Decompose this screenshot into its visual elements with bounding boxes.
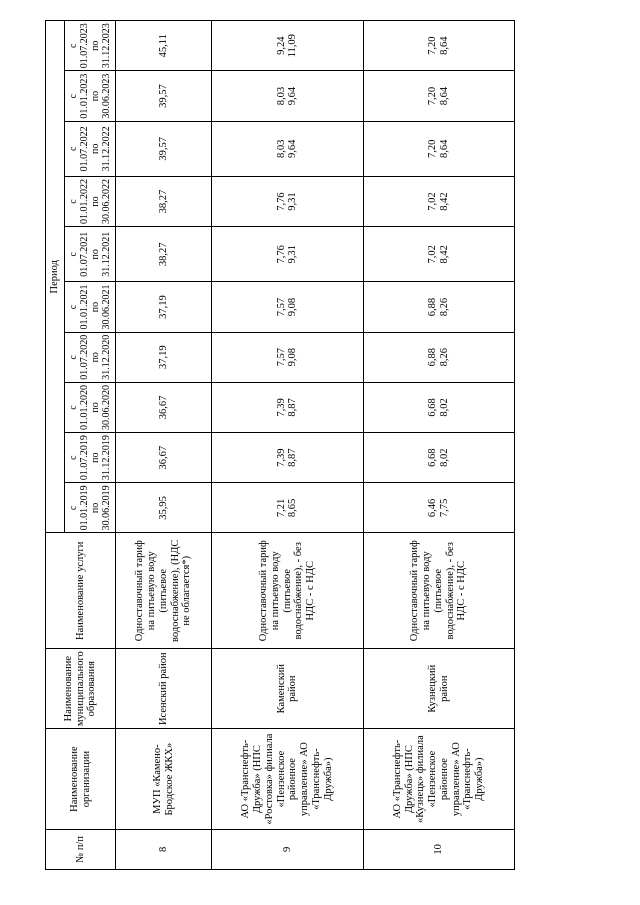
tariff-value: 36,67 — [157, 395, 169, 420]
tariff-value: 8,87 — [287, 398, 299, 417]
tariff-value-cell — [212, 483, 363, 533]
tariff-value-cell — [116, 21, 212, 71]
tariff-value: 39,57 — [157, 84, 169, 108]
header-municip: Наименование муниципального образования — [46, 649, 116, 729]
period-header-6 — [65, 227, 116, 282]
period-date-line: по 30.06.2022 — [90, 179, 113, 225]
tariff-value: 8,02 — [438, 398, 450, 417]
tariff-value: 37,19 — [157, 345, 169, 370]
period-header-8 — [65, 121, 116, 176]
tariff-value: 8,65 — [287, 498, 299, 518]
tariff-value: 6,88 — [427, 297, 439, 317]
period-date-line: с 01.01.2019 — [67, 485, 90, 531]
tariff-value: 7,20 — [427, 86, 439, 106]
municipality-cell: Кузнецкий район — [363, 649, 514, 729]
tariff-value: 9,08 — [287, 348, 299, 367]
table-row — [363, 21, 514, 870]
tariff-value: 6,68 — [427, 398, 439, 417]
period-date-line: с 01.07.2019 — [67, 435, 90, 481]
tariff-value: 38,27 — [157, 189, 169, 214]
tariff-value-cell — [212, 71, 363, 121]
organization-cell: АО «Транснефть-Дружба» (НПС «Кузнецк» филиала «Пензенское районное управление» АО «Транснефть-Дружба») — [363, 729, 514, 829]
period-date-line: с 01.01.2021 — [67, 284, 90, 330]
period-header-1 — [65, 483, 116, 533]
tariff-value: 8,64 — [438, 36, 450, 55]
tariff-value-cell — [116, 227, 212, 282]
tariff-value-cell — [212, 121, 363, 176]
period-date-line: по 30.06.2019 — [90, 485, 113, 531]
organization-cell: АО «Транснефть-Дружба» (НПС «Ростовка» филиала «Пензенское районное управление» АО «Транснефть-Дружба») — [212, 729, 363, 829]
tariff-value-cell — [363, 227, 514, 282]
municipality-cell: Каменский район — [212, 649, 363, 729]
period-header-9 — [65, 71, 116, 121]
tariff-value: 8,26 — [438, 348, 450, 367]
tariff-value-cell — [212, 382, 363, 432]
rotated-table-container — [45, 20, 515, 870]
tariff-value: 39,57 — [157, 137, 169, 161]
tariff-value: 7,76 — [275, 192, 287, 211]
tariff-value: 37,19 — [157, 295, 169, 319]
tariff-value: 45,11 — [157, 34, 169, 58]
tariff-value-cell — [363, 483, 514, 533]
tariff-value: 7,02 — [427, 192, 439, 211]
tariff-value: 11,09 — [287, 34, 299, 58]
period-date-line: с 01.07.2023 — [67, 23, 90, 69]
tariff-value: 7,39 — [275, 398, 287, 417]
table-body — [116, 21, 515, 870]
tariff-value: 8,42 — [438, 245, 450, 264]
tariff-value-cell — [363, 121, 514, 176]
tariff-value: 38,27 — [157, 242, 169, 267]
tariff-value-cell — [116, 282, 212, 332]
period-date-line: по 31.12.2022 — [90, 126, 113, 172]
tariff-value: 36,67 — [157, 445, 169, 470]
tariff-value-cell — [116, 382, 212, 432]
period-date-line: по 30.06.2023 — [90, 73, 113, 119]
period-date-line: с 01.07.2020 — [67, 334, 90, 380]
header-service: Наименование услуги — [46, 533, 116, 649]
tariff-value: 6,88 — [427, 348, 439, 367]
tariff-value-cell — [116, 332, 212, 382]
row-number-cell: 9 — [212, 829, 363, 869]
tariff-value-cell — [363, 282, 514, 332]
tariff-value: 7,75 — [438, 498, 450, 518]
period-date-line: по 31.12.2023 — [90, 23, 113, 69]
tariff-value-cell — [363, 382, 514, 432]
tariff-value: 6,46 — [427, 498, 439, 518]
period-date-line: по 31.12.2021 — [90, 231, 113, 277]
period-header-10 — [65, 21, 116, 71]
service-cell: Одноставочный тариф на питьевую воду (питьевое водоснабжение), - без НДС - с НДС — [212, 533, 363, 649]
tariff-value: 9,08 — [287, 297, 299, 317]
service-cell: Одноставочный тариф на питьевую воду (питьевое водоснабжение), (НДС не облагается*) — [116, 533, 212, 649]
tariff-value: 7,57 — [275, 348, 287, 367]
tariff-value: 7,21 — [275, 498, 287, 518]
tariff-value-cell — [363, 332, 514, 382]
tariff-value: 8,64 — [438, 86, 450, 106]
period-date-line: по 30.06.2021 — [90, 284, 113, 330]
tariff-value: 7,20 — [427, 36, 439, 55]
row-number-cell: 8 — [116, 829, 212, 869]
tariff-value: 7,02 — [427, 245, 439, 264]
tariff-value: 7,20 — [427, 139, 439, 158]
table-row — [116, 21, 212, 870]
tariff-value: 8,87 — [287, 448, 299, 467]
tariff-value: 9,64 — [287, 86, 299, 106]
tariff-value-cell — [363, 21, 514, 71]
period-date-line: с 01.07.2022 — [67, 126, 90, 172]
tariff-value-cell — [363, 176, 514, 226]
period-date-line: с 01.01.2022 — [67, 179, 90, 225]
tariff-value: 9,31 — [287, 245, 299, 264]
municipality-cell: Исенский район — [116, 649, 212, 729]
tariff-value-cell — [212, 21, 363, 71]
tariff-value: 7,57 — [275, 297, 287, 317]
tariff-value-cell — [212, 433, 363, 483]
tariff-value: 8,64 — [438, 139, 450, 158]
period-date-line: с 01.07.2021 — [67, 231, 90, 277]
tariff-value-cell — [212, 282, 363, 332]
tariff-value-cell — [116, 176, 212, 226]
tariff-value-cell — [116, 483, 212, 533]
tariff-value-cell — [212, 227, 363, 282]
tariff-value-cell — [212, 332, 363, 382]
tariff-value-cell — [212, 176, 363, 226]
tariff-value: 9,31 — [287, 192, 299, 211]
period-date-line: с 01.01.2020 — [67, 384, 90, 430]
period-header-3 — [65, 382, 116, 432]
tariff-value-cell — [116, 71, 212, 121]
tariff-value: 8,03 — [275, 139, 287, 158]
tariff-value: 9,24 — [275, 36, 287, 55]
period-header-5 — [65, 282, 116, 332]
tariff-value-cell — [363, 71, 514, 121]
tariff-value: 8,03 — [275, 86, 287, 106]
tariff-value: 8,02 — [438, 448, 450, 467]
header-org: Наименование организации — [46, 729, 116, 829]
tariff-table — [45, 20, 515, 870]
period-header-7 — [65, 176, 116, 226]
tariff-value-cell — [363, 433, 514, 483]
row-number-cell: 10 — [363, 829, 514, 869]
organization-cell: МУП «Камено-Бродское ЖКХ» — [116, 729, 212, 829]
tariff-value: 35,95 — [157, 496, 169, 520]
period-header-4 — [65, 332, 116, 382]
tariff-value: 6,68 — [427, 448, 439, 467]
period-date-line: по 31.12.2019 — [90, 435, 113, 481]
tariff-value-cell — [116, 433, 212, 483]
period-date-line: по 30.06.2020 — [90, 384, 113, 430]
period-date-line: по 31.12.2020 — [90, 334, 113, 380]
tariff-value: 7,76 — [275, 245, 287, 264]
period-header-2 — [65, 433, 116, 483]
tariff-value: 8,42 — [438, 192, 450, 211]
tariff-value-cell — [116, 121, 212, 176]
table-row — [212, 21, 363, 870]
tariff-value: 9,64 — [287, 139, 299, 158]
tariff-value: 7,39 — [275, 448, 287, 467]
period-date-line: с 01.01.2023 — [67, 73, 90, 119]
tariff-value: 8,26 — [438, 297, 450, 317]
header-period: Период — [46, 21, 65, 534]
service-cell: Одноставочный тариф на питьевую воду (питьевое водоснабжение), - без НДС - с НДС — [363, 533, 514, 649]
header-num: № п/п — [46, 829, 116, 869]
header-row — [46, 21, 65, 870]
